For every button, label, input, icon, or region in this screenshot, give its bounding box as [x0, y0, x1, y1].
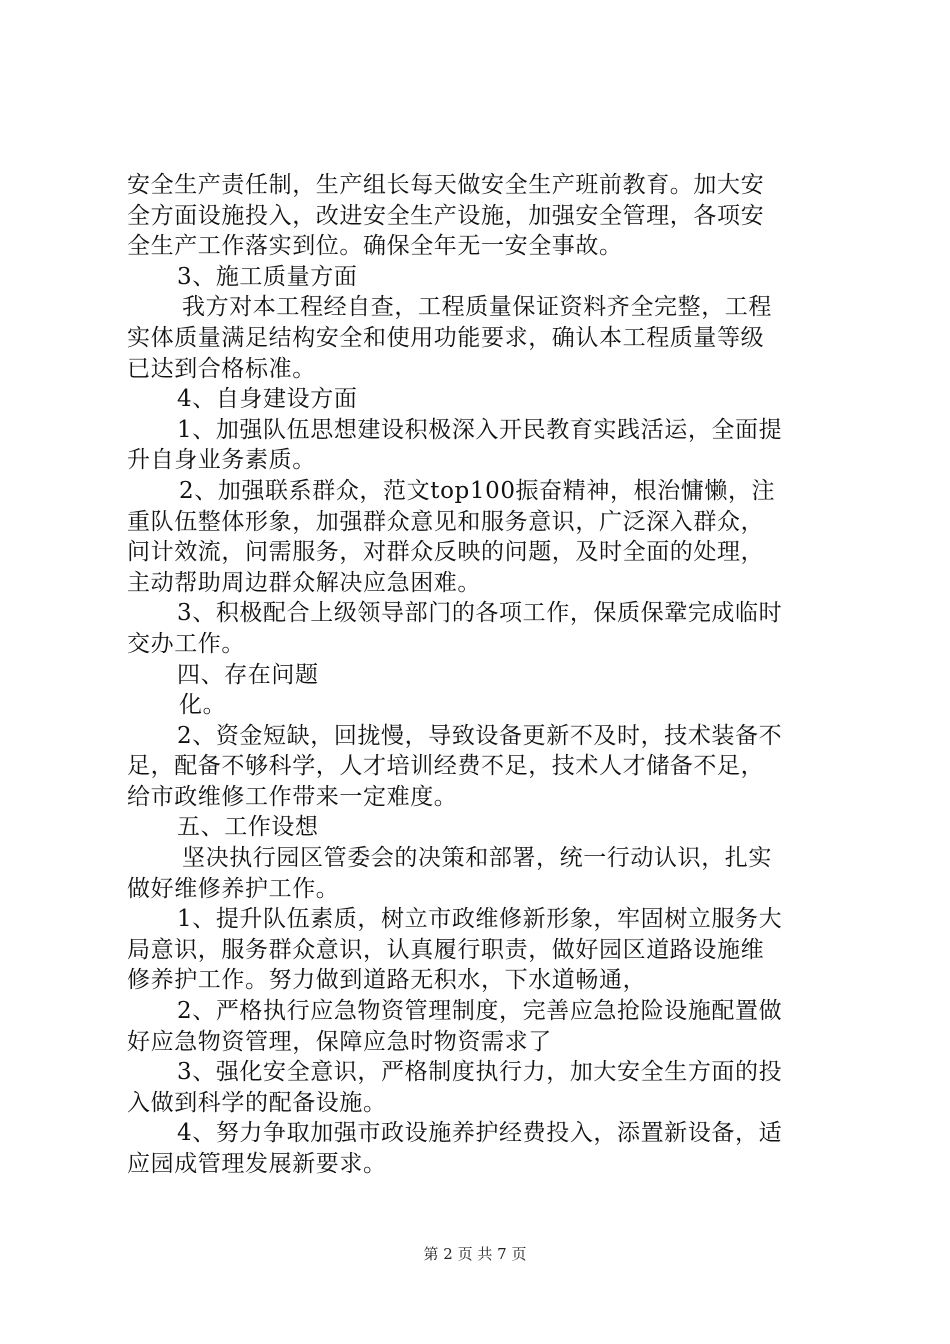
text-line: 化。 [179, 692, 227, 719]
text-line: 问计效流，问需服务，对群众反映的问题，及时全面的处理， [127, 539, 765, 566]
text-line: 2、加强联系群众，范文top100振奋精神，根治慵懒，注 [179, 477, 776, 504]
document-body [127, 170, 837, 1180]
text-line: 五、工作设想 [177, 814, 319, 841]
text-line: 应园成管理发展新要求。 [127, 1151, 387, 1177]
text-line: 坚决执行园区管委会的决策和部署，统一行动认识，扎实 [182, 845, 772, 872]
text-line: 入做到科学的配备设施。 [127, 1089, 387, 1116]
text-line: 交办工作。 [127, 630, 245, 657]
text-line: 2、严格执行应急物资管理制度，完善应急抢险设施配置做 [177, 998, 783, 1025]
text-line: 1、提升队伍素质，树立市政维修新形象，牢固树立服务大 [177, 906, 783, 933]
text-line: 主动帮助周边群众解决应急困难。 [127, 569, 481, 596]
text-line: 好应急物资管理，保障应急时物资需求了 [127, 1028, 552, 1055]
text-line: 1、加强队伍思想建设积极深入开民教育实践活运，全面提 [177, 416, 783, 443]
text-line: 2、资金短缺，回拢慢，导致设备更新不及时，技术装备不 [177, 722, 783, 749]
text-line: 我方对本工程经自查，工程质量保证资料齐全完整，工程 [182, 294, 772, 321]
text-line: 做好维修养护工作。 [127, 875, 340, 902]
text-line: 修养护工作。努力做到道路无积水，下水道畅通， [127, 967, 647, 994]
text-line: 足，配备不够科学，人才培训经费不足，技术人才储备不足， [127, 753, 765, 780]
text-line: 3、强化安全意识，严格制度执行力，加大安全生方面的投 [177, 1059, 783, 1086]
text-line: 3、施工质量方面 [177, 263, 358, 290]
text-line: 重队伍整体形象，加强群众意见和服务意识，广泛深入群众， [127, 508, 765, 535]
text-line: 四、存在问题 [177, 661, 319, 688]
text-line: 4、自身建设方面 [177, 386, 358, 413]
text-line: 给市政维修工作带来一定难度。 [127, 783, 458, 810]
text-line: 升自身业务素质。 [127, 447, 316, 474]
text-line: 4、努力争取加强市政设施养护经费投入，添置新设备，适 [177, 1120, 783, 1147]
text-line: 全生产工作落实到位。确保全年无一安全事故。 [127, 233, 623, 260]
text-line: 全方面设施投入，改进安全生产设施，加强安全管理，各项安 [127, 202, 765, 229]
text-line: 安全生产责任制，生产组长每天做安全生产班前教育。加大安 [127, 172, 765, 198]
text-line: 已达到合格标准。 [127, 355, 316, 382]
text-line: 局意识，服务群众意识，认真履行职责，做好园区道路设施维 [127, 936, 765, 963]
page-footer: 第 2 页 共 7 页 [423, 1245, 527, 1263]
text-line: 3、积极配合上级领导部门的各项工作，保质保鞏完成临时 [177, 600, 783, 627]
text-line: 实体质量满足结构安全和使用功能要求，确认本工程质量等级 [127, 324, 765, 351]
